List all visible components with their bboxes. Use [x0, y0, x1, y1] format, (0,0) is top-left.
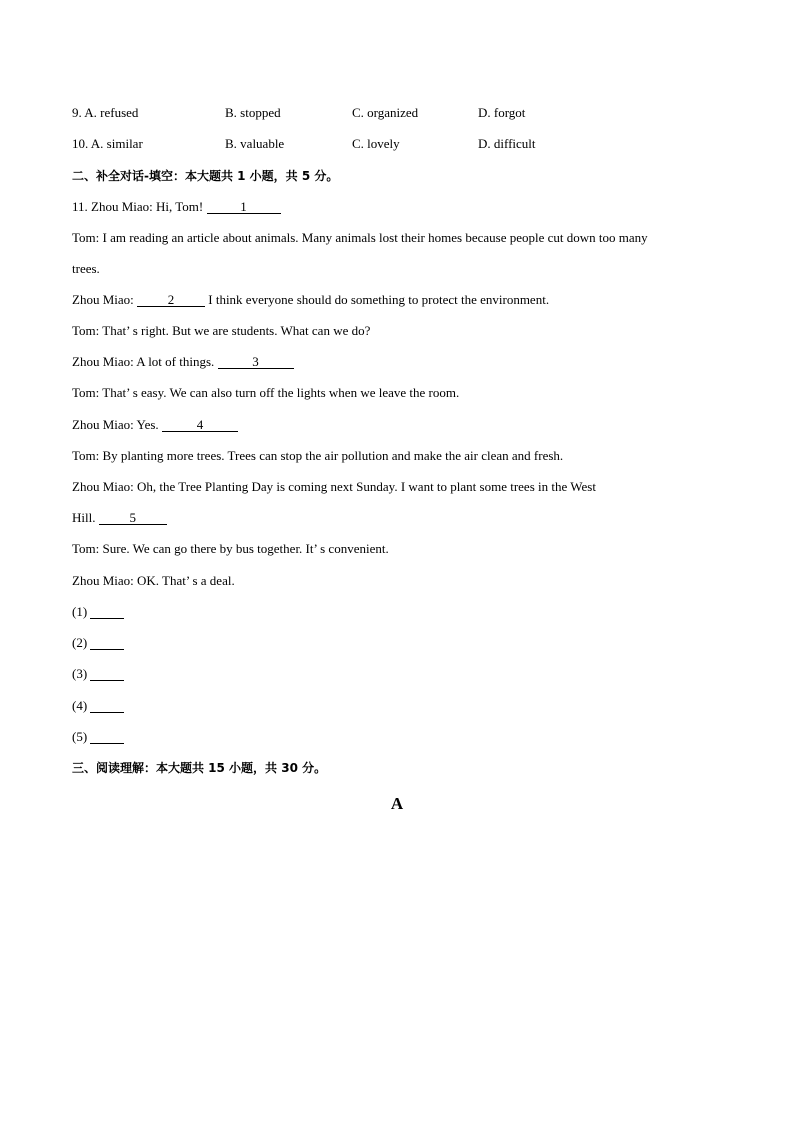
question-9: [72, 105, 138, 121]
answer-blank-2[interactable]: [90, 636, 124, 650]
blank-2[interactable]: 2: [137, 293, 205, 307]
dialogue-line: Tom: Sure. We can go there by bus together. It’ s convenient.: [72, 541, 389, 556]
question-9-option-c: C. organized: [352, 105, 419, 120]
answer-blank-1[interactable]: [90, 605, 124, 619]
answer-line: (4): [72, 698, 124, 714]
dialogue-line: Hill. 5: [72, 510, 167, 526]
answer-line: (1): [72, 604, 124, 620]
answer-blank-3[interactable]: [90, 667, 124, 681]
dialogue-line: Zhou Miao: OK. That’ s a deal.: [72, 573, 235, 588]
question-9-option-d: D. forgot: [478, 105, 526, 120]
dialogue-line: Tom: By planting more trees. Trees can stop the air pollution and make the air clean and fresh.: [72, 448, 564, 463]
passage-label: A: [390, 794, 404, 813]
dialogue-line: Tom: That’ s right. But we are students. What can we do?: [72, 323, 371, 338]
question-10: [72, 136, 143, 152]
section-2-heading: 二、补全对话-填空：本大题共 1 小题，共 5 分。: [72, 169, 339, 183]
dialogue-line: trees.: [72, 261, 100, 276]
answer-line: (2): [72, 635, 124, 651]
dialogue-line: Tom: I am reading an article about animals. Many animals lost their homes because people cut down too many: [72, 230, 648, 245]
answer-line: (5): [72, 729, 124, 745]
dialogue-line: Zhou Miao: 2 I think everyone should do something to protect the environment.: [72, 292, 550, 307]
blank-5[interactable]: 5: [99, 511, 167, 525]
answer-line: (3): [72, 666, 124, 682]
blank-4[interactable]: 4: [162, 418, 238, 432]
dialogue-line: Zhou Miao: A lot of things. 3: [72, 354, 294, 370]
answer-blank-5[interactable]: [90, 730, 124, 744]
question-10-option-d: D. difficult: [478, 136, 536, 151]
dialogue-line: Zhou Miao: Oh, the Tree Planting Day is coming next Sunday. I want to plant some trees in the West: [72, 479, 596, 494]
answer-blank-4[interactable]: [90, 699, 124, 713]
question-10-option-c: C. lovely: [352, 136, 400, 151]
dialogue-line: Tom: That’ s easy. We can also turn off the lights when we leave the room.: [72, 385, 460, 400]
section-3-heading: 三、阅读理解：本大题共 15 小题，共 30 分。: [72, 761, 327, 775]
question-9-option-b: B. stopped: [225, 105, 281, 120]
question-9-option-a: refused: [100, 105, 139, 120]
question-9-number: 9. A.: [72, 105, 97, 120]
dialogue-line: 11. Zhou Miao: Hi, Tom! 1: [72, 199, 281, 215]
blank-1[interactable]: 1: [207, 200, 281, 214]
question-10-option-a: similar: [106, 136, 143, 151]
question-10-number: 10. A.: [72, 136, 104, 151]
question-10-option-b: B. valuable: [225, 136, 285, 151]
dialogue-line: Zhou Miao: Yes. 4: [72, 417, 238, 433]
blank-3[interactable]: 3: [218, 355, 294, 369]
